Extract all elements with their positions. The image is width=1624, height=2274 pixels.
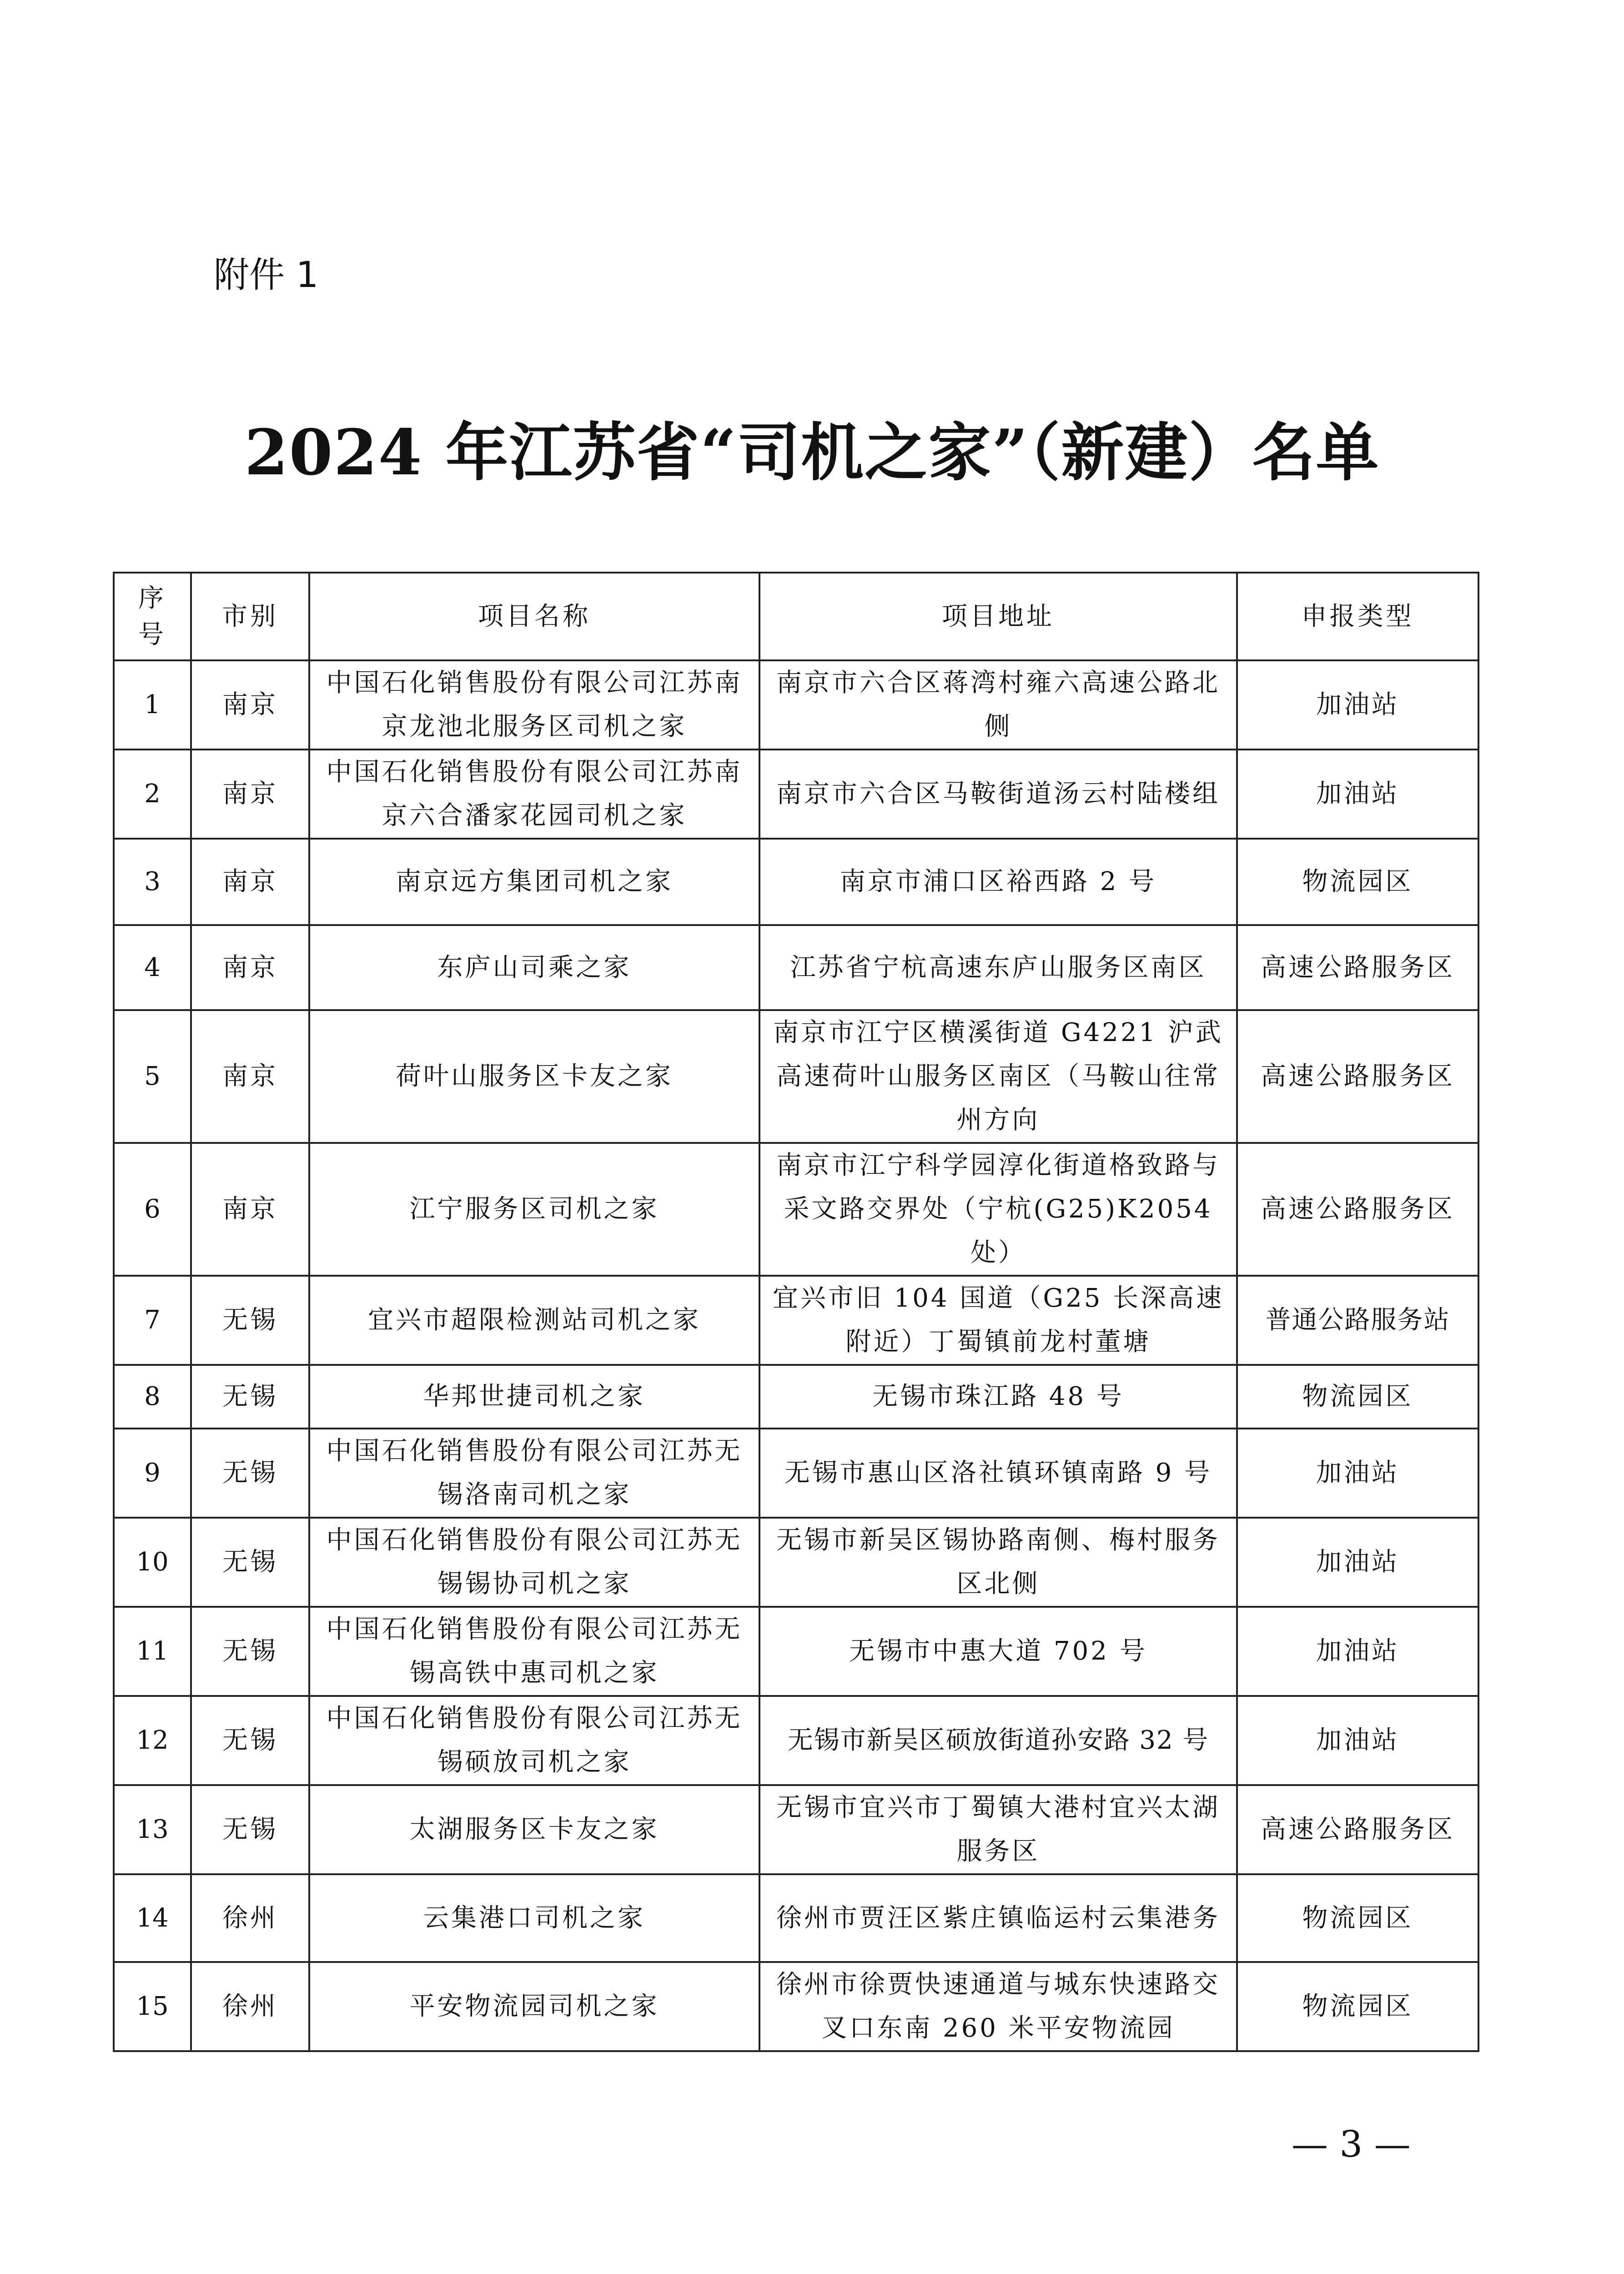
cell-project-name: 华邦世捷司机之家 [309,1365,759,1429]
cell-project-name: 中国石化销售股份有限公司江苏无锡高铁中惠司机之家 [309,1607,759,1696]
cell-project-name: 东庐山司乘之家 [309,925,759,1010]
table-row [114,1962,1478,2051]
cell-seq: 6 [114,1143,191,1276]
attachment-label: 附件 1 [214,255,319,296]
cell-seq: 11 [114,1607,191,1696]
cell-project-address: 南京市江宁科学园淳化街道格致路与采文路交界处（宁杭(G25)K2054处） [759,1143,1237,1276]
header-project-address: 项目地址 [759,573,1237,660]
cell-application-type: 物流园区 [1237,1962,1478,2051]
cell-project-address: 无锡市中惠大道 702 号 [759,1607,1237,1696]
table-row [114,1276,1478,1365]
cell-project-name: 荷叶山服务区卡友之家 [309,1010,759,1143]
table-row [114,1607,1478,1696]
header-project-name: 项目名称 [309,573,759,660]
document-title: 2024 年江苏省“司机之家”（新建）名单 [244,415,1380,489]
cell-city: 无锡 [191,1429,309,1518]
cell-project-address: 南京市江宁区横溪街道 G4221 沪武高速荷叶山服务区南区（马鞍山往常州方向 [759,1010,1237,1143]
cell-project-address: 南京市浦口区裕西路 2 号 [759,839,1237,925]
cell-seq: 4 [114,925,191,1010]
cell-city: 南京 [191,1010,309,1143]
cell-city: 无锡 [191,1365,309,1429]
driver-home-list-table [113,572,1479,2052]
cell-project-address: 无锡市新吴区硕放街道孙安路 32 号 [759,1696,1237,1785]
cell-city: 徐州 [191,1962,309,2051]
cell-project-name: 平安物流园司机之家 [309,1962,759,2051]
cell-application-type: 高速公路服务区 [1237,925,1478,1010]
cell-project-address: 江苏省宁杭高速东庐山服务区南区 [759,925,1237,1010]
table-row [114,1365,1478,1429]
cell-project-name: 中国石化销售股份有限公司江苏无锡洛南司机之家 [309,1429,759,1518]
cell-application-type: 高速公路服务区 [1237,1785,1478,1874]
cell-project-name: 中国石化销售股份有限公司江苏无锡锡协司机之家 [309,1518,759,1607]
cell-project-name: 江宁服务区司机之家 [309,1143,759,1276]
cell-project-name: 中国石化销售股份有限公司江苏无锡硕放司机之家 [309,1696,759,1785]
cell-seq: 3 [114,839,191,925]
cell-project-name: 南京远方集团司机之家 [309,839,759,925]
cell-application-type: 高速公路服务区 [1237,1010,1478,1143]
table-row [114,1010,1478,1143]
cell-application-type: 加油站 [1237,1429,1478,1518]
cell-application-type: 物流园区 [1237,1874,1478,1962]
cell-seq: 9 [114,1429,191,1518]
cell-project-name: 中国石化销售股份有限公司江苏南京龙池北服务区司机之家 [309,660,759,750]
cell-seq: 15 [114,1962,191,2051]
table-row [114,1429,1478,1518]
cell-seq: 13 [114,1785,191,1874]
table-row [114,1518,1478,1607]
cell-project-address: 南京市六合区马鞍街道汤云村陆楼组 [759,750,1237,839]
cell-application-type: 加油站 [1237,750,1478,839]
cell-project-name: 太湖服务区卡友之家 [309,1785,759,1874]
cell-project-address: 无锡市珠江路 48 号 [759,1365,1237,1429]
cell-city: 无锡 [191,1276,309,1365]
cell-project-address: 无锡市宜兴市丁蜀镇大港村宜兴太湖服务区 [759,1785,1237,1874]
cell-project-address: 宜兴市旧 104 国道（G25 长深高速附近）丁蜀镇前龙村董塘 [759,1276,1237,1365]
cell-application-type: 高速公路服务区 [1237,1143,1478,1276]
cell-seq: 1 [114,660,191,750]
cell-seq: 10 [114,1518,191,1607]
cell-project-name: 宜兴市超限检测站司机之家 [309,1276,759,1365]
cell-application-type: 加油站 [1237,1518,1478,1607]
cell-application-type: 加油站 [1237,1696,1478,1785]
header-seq: 序号 [114,573,191,660]
header-city: 市别 [191,573,309,660]
cell-city: 徐州 [191,1874,309,1962]
cell-application-type: 物流园区 [1237,1365,1478,1429]
table-row [114,1874,1478,1962]
cell-seq: 5 [114,1010,191,1143]
cell-city: 无锡 [191,1518,309,1607]
cell-project-address: 无锡市惠山区洛社镇环镇南路 9 号 [759,1429,1237,1518]
header-application-type: 申报类型 [1237,573,1478,660]
table-row [114,839,1478,925]
cell-application-type: 加油站 [1237,660,1478,750]
cell-project-name: 中国石化销售股份有限公司江苏南京六合潘家花园司机之家 [309,750,759,839]
cell-seq: 7 [114,1276,191,1365]
cell-city: 南京 [191,1143,309,1276]
cell-project-address: 徐州市贾汪区紫庄镇临运村云集港务 [759,1874,1237,1962]
cell-project-address: 南京市六合区蒋湾村雍六高速公路北侧 [759,660,1237,750]
cell-city: 南京 [191,660,309,750]
table-row [114,660,1478,750]
cell-seq: 14 [114,1874,191,1962]
cell-seq: 12 [114,1696,191,1785]
cell-city: 无锡 [191,1696,309,1785]
table-row [114,750,1478,839]
table-row [114,1785,1478,1874]
cell-seq: 8 [114,1365,191,1429]
table-header-row [114,573,1478,660]
cell-application-type: 普通公路服务站 [1237,1276,1478,1365]
table-row [114,1696,1478,1785]
cell-seq: 2 [114,750,191,839]
cell-city: 无锡 [191,1785,309,1874]
page-number: — 3 — [1292,2123,1411,2165]
cell-application-type: 物流园区 [1237,839,1478,925]
cell-application-type: 加油站 [1237,1607,1478,1696]
cell-city: 南京 [191,925,309,1010]
cell-city: 南京 [191,839,309,925]
table-row [114,925,1478,1010]
table-row [114,1143,1478,1276]
cell-project-name: 云集港口司机之家 [309,1874,759,1962]
cell-project-address: 徐州市徐贾快速通道与城东快速路交叉口东南 260 米平安物流园 [759,1962,1237,2051]
cell-city: 无锡 [191,1607,309,1696]
cell-city: 南京 [191,750,309,839]
cell-project-address: 无锡市新吴区锡协路南侧、梅村服务区北侧 [759,1518,1237,1607]
